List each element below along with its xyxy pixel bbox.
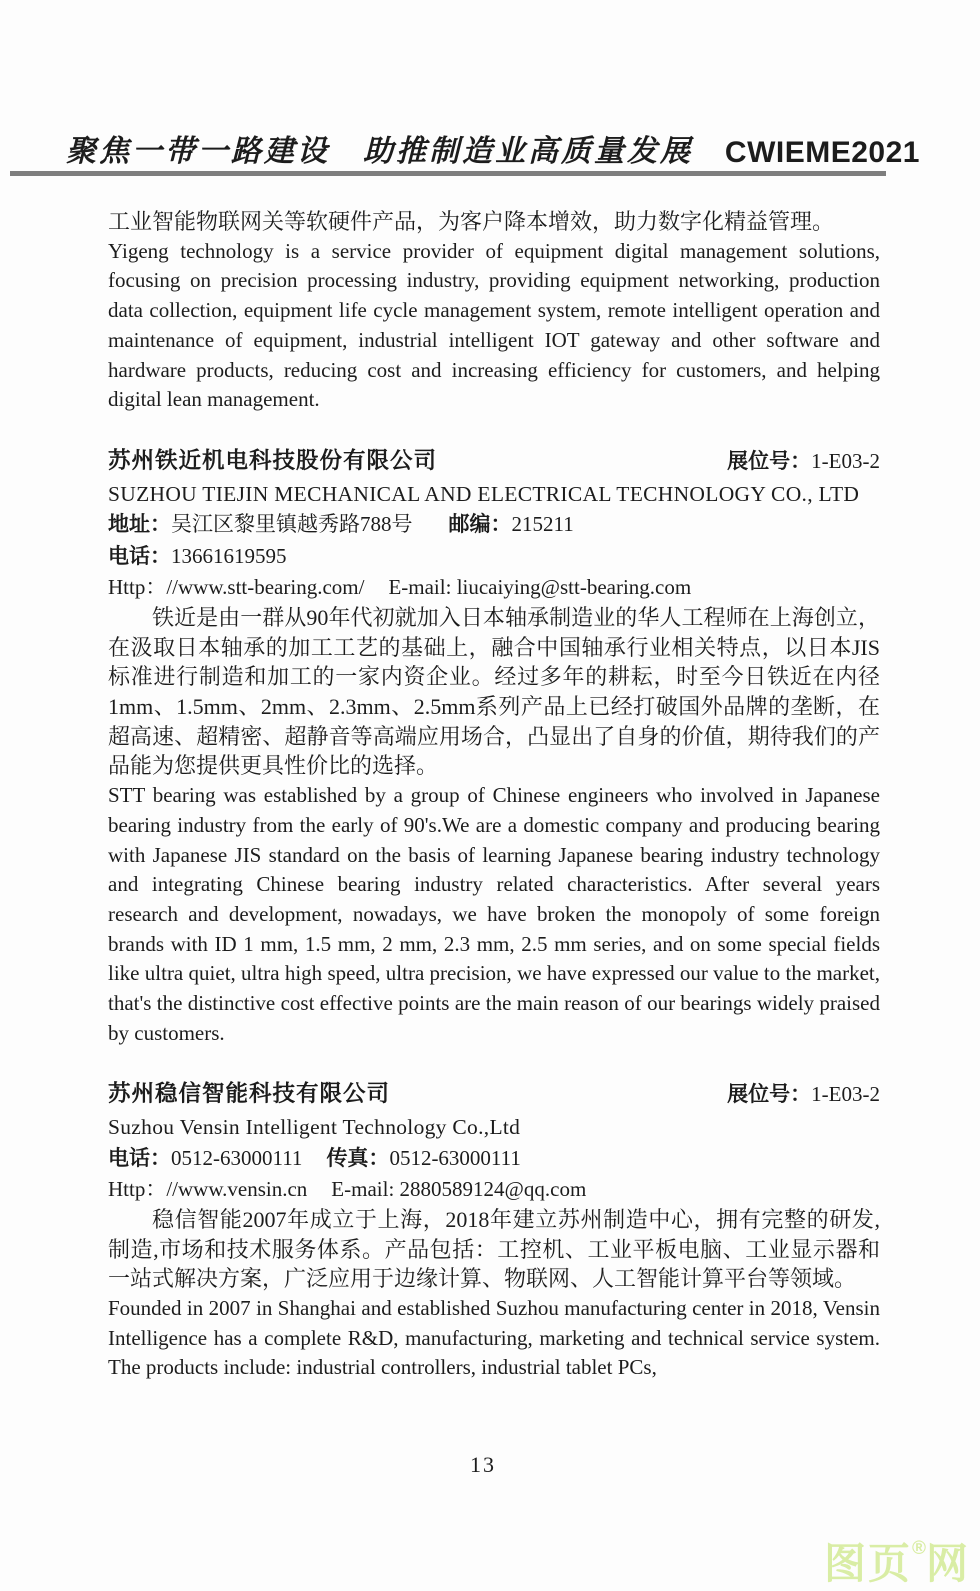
company-name-en: Suzhou Vensin Intelligent Technology Co.,Ltd [108, 1115, 521, 1140]
page-content [108, 207, 880, 1383]
email-label: E-mail: [388, 575, 452, 600]
fax-value: 0512-63000111 [389, 1145, 521, 1170]
zip-value: 215211 [511, 512, 574, 537]
watermark-text-left: 图页 [823, 1540, 912, 1587]
company-name-en: SUZHOU TIEJIN MECHANICAL AND ELECTRICAL TECHNOLOGY CO., LTD [108, 481, 860, 506]
company-address-line [108, 509, 880, 541]
phone-value: 13661619595 [171, 543, 287, 568]
web-label: Http： [108, 575, 167, 600]
header-brand-logo: CWIEME2021 [724, 136, 920, 169]
company-header [108, 445, 880, 479]
email-label: E-mail: [331, 1177, 395, 1202]
intro-paragraph-cn: 工业智能物联网关等软硬件产品，为客户降本增效，助力数字化精益管理。 [108, 209, 835, 234]
booth-number [727, 1079, 880, 1112]
web-label: Http： [108, 1177, 167, 1202]
booth-number [727, 446, 880, 479]
company-listing-vensin [108, 1078, 880, 1383]
zip-label: 邮编： [448, 513, 512, 537]
phone-value: 0512-63000111 [171, 1145, 303, 1170]
watermark-logo [824, 1539, 970, 1585]
booth-label: 展位号： [727, 1083, 812, 1107]
booth-value: 1-E03-2 [811, 1082, 880, 1107]
address-label: 地址： [108, 513, 171, 537]
company-description-en: Founded in 2007 in Shanghai and established Suzhou manufacturing center in 2018, Vensin Intelligence has a complete R&D, manufacturing, marketing and technical service system. The products include: industrial controllers, industrial tablet PCs, [108, 1296, 880, 1380]
company-listing-tiejin [108, 445, 880, 1049]
company-name-cn: 苏州稳信智能科技有限公司 [108, 1081, 391, 1107]
booth-value: 1-E03-2 [811, 448, 880, 473]
email-value: 2880589124@qq.com [399, 1177, 587, 1202]
email-value: liucaiying@stt-bearing.com [456, 575, 692, 600]
company-phone-line [108, 541, 880, 573]
intro-paragraph-en: Yigeng technology is a service provider of equipment digital management solutions, focusing on precision processing industry, providing equipment networking, production data collection, equipment life cycle management system, remote intelligent operation and maintenance of equipment, industrial intelligent IOT gateway and other software and hardware products, reducing cost and increasing efficiency for customers, and helping digital lean management. [108, 238, 880, 412]
company-web-line [108, 1174, 880, 1205]
watermark-text-right: 网 [925, 1540, 970, 1587]
header-divider [10, 171, 886, 176]
company-description-cn: 稳信智能2007年成立于上海，2018年建立苏州制造中心，拥有完整的研发,制造,市场和技术服务体系。产品包括：工控机、工业平板电脑、工业显示器和一站式解决方案，广泛应用于边缘计算、物联网、人工智能计算平台等领域。 [108, 1206, 880, 1292]
company-header [108, 1078, 880, 1112]
company-phone-line [108, 1143, 880, 1175]
company-web-line [108, 572, 880, 603]
phone-label: 电话： [108, 1146, 171, 1170]
company-name-cn: 苏州铁近机电科技股份有限公司 [108, 447, 438, 473]
web-url: //www.stt-bearing.com/ [166, 575, 365, 600]
header-slogan: 聚焦一带一路建设 助推制造业高质量发展 [66, 135, 693, 168]
company-description-en: STT bearing was established by a group of Chinese engineers who involved in Japanese bearing industry from the early of 90's.We are a domestic company and producing bearing with Japanese JIS standard on the basis of learning Japanese bearing industry technology and integrating Chinese bearing industry related characteristics. After several years research and development, nowadays, we have broken the monopoly of some foreign brands with ID 1 mm, 1.5 mm, 2 mm, 2.3 mm, 2.5 mm series, and on some special fields like ultra quiet, ultra high speed, ultra precision, we have expressed our value to the market, that's the distinctive cost effective points are the main reason of our bearings widely praised by customers. [108, 783, 880, 1045]
web-url: //www.vensin.cn [166, 1177, 308, 1202]
fax-label: 传真： [326, 1146, 390, 1170]
phone-label: 电话： [108, 544, 171, 568]
page-number: 13 [470, 1452, 496, 1477]
registered-trademark-icon: ® [911, 1538, 926, 1559]
address-value: 吴江区黎里镇越秀路788号 [171, 512, 413, 537]
booth-label: 展位号： [727, 449, 812, 473]
company-description-cn: 铁近是由一群从90年代初就加入日本轴承制造业的华人工程师在上海创立，在汲取日本轴承的加工工艺的基础上，融合中国轴承行业相关特点，以日本JIS标准进行制造和加工的一家内资企业。经过多年的耕耘，时至今日铁近在内径1mm、1.5mm、2mm、2.3mm、2.5mm系列产品上已经打破国外品牌的垄断，在超高速、超精密、超静音等高端应用场合，凸显出了自身的价值，期待我们的产品能为您提供更具性价比的选择。 [108, 604, 880, 779]
page-header [66, 126, 920, 170]
